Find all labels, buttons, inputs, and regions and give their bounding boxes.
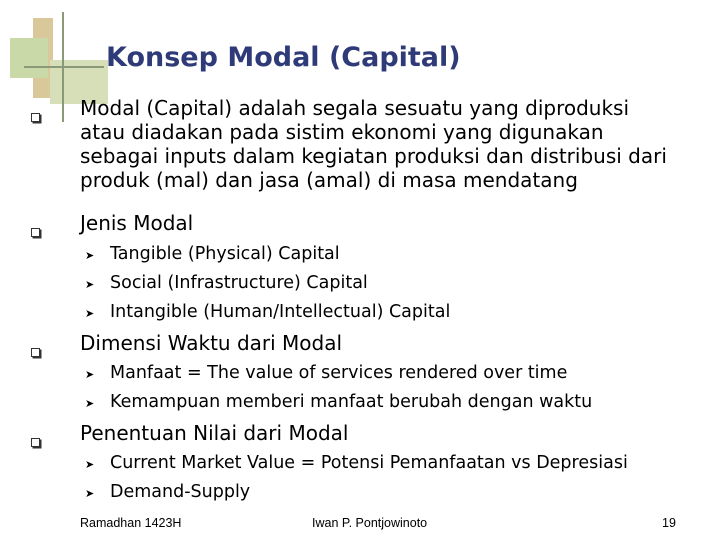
sub-bullet-text: Intangible (Human/Intellectual) Capital — [110, 302, 451, 322]
arrowhead-bullet-icon: ➤ — [85, 487, 95, 500]
sub-bullet-text: Kemampuan memberi manfaat berubah dengan waktu — [110, 392, 593, 412]
slide-title: Konsep Modal (Capital) — [106, 42, 461, 73]
page-number: 19 — [662, 516, 676, 530]
arrowhead-bullet-icon: ➤ — [85, 249, 95, 262]
bullet-text: atau diadakan pada sistim ekonomi yang digunakan — [80, 120, 604, 144]
hollow-square-bullet-icon — [31, 228, 40, 237]
hollow-square-bullet-icon — [31, 113, 40, 122]
arrowhead-bullet-icon: ➤ — [85, 307, 95, 320]
arrowhead-bullet-icon: ➤ — [85, 458, 95, 471]
footer-left: Ramadhan 1423H — [80, 516, 182, 530]
sub-bullet-text: Tangible (Physical) Capital — [110, 244, 340, 264]
sub-bullet-text: Current Market Value = Potensi Pemanfaatan vs Depresiasi — [110, 453, 628, 473]
sub-bullet-text: Social (Infrastructure) Capital — [110, 273, 368, 293]
bullet-text: Jenis Modal — [80, 211, 194, 235]
bullet-text: Dimensi Waktu dari Modal — [80, 331, 343, 355]
hollow-square-bullet-icon — [31, 438, 40, 447]
arrowhead-bullet-icon: ➤ — [85, 278, 95, 291]
bullet-text: Penentuan Nilai dari Modal — [80, 421, 349, 445]
arrowhead-bullet-icon: ➤ — [85, 397, 95, 410]
arrowhead-bullet-icon: ➤ — [85, 368, 95, 381]
decorative-square — [10, 38, 48, 78]
bullet-text: Modal (Capital) adalah segala sesuatu yang diproduksi — [80, 96, 630, 120]
sub-bullet-text: Demand-Supply — [110, 482, 251, 502]
hollow-square-bullet-icon — [31, 348, 40, 357]
footer-center: Iwan P. Pontjowinoto — [312, 516, 428, 530]
bullet-text: sebagai inputs dalam kegiatan produksi dan distribusi dari — [80, 144, 667, 168]
sub-bullet-text: Manfaat = The value of services rendered over time — [110, 363, 568, 383]
bullet-text: produk (mal) dan jasa (amal) di masa mendatang — [80, 168, 578, 192]
decorative-line — [24, 66, 104, 68]
